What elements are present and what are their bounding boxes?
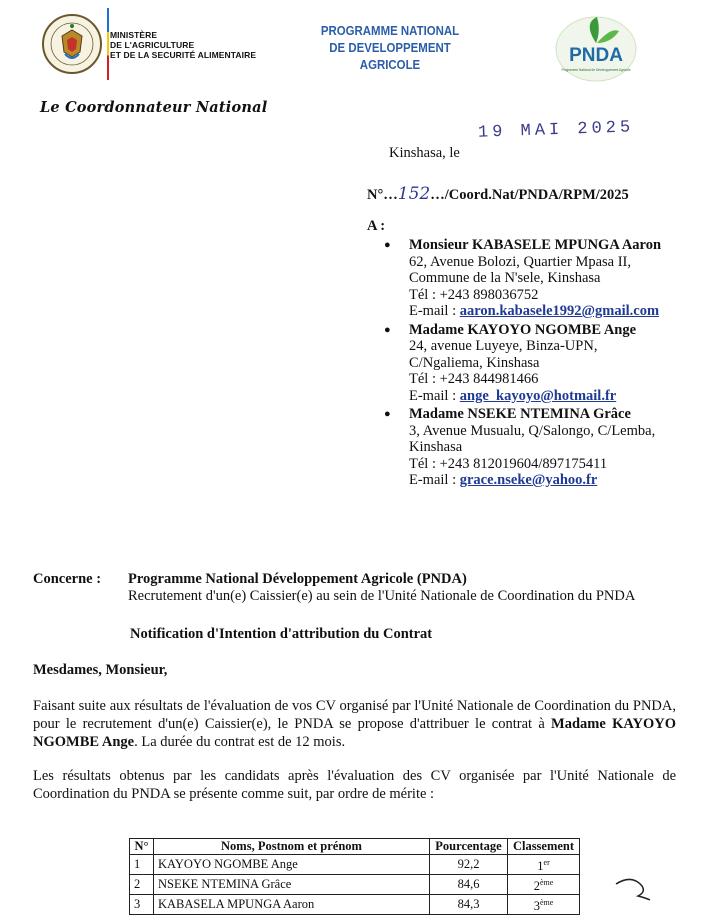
recipient-address: 3, Avenue Musualu, Q/Salongo, C/Lemba,: [409, 422, 656, 439]
ministry-name: [110, 30, 256, 60]
recipient-email-row: E-mail : ange_kayoyo@hotmail.fr: [409, 387, 617, 404]
coat-of-arms-seal: [40, 10, 104, 80]
table-row: [130, 875, 580, 895]
column-header: Classement: [508, 839, 580, 855]
body-paragraph: Les résultats obtenus par les candidats après l'évaluation des CV organisée par l'Unité Nationale de Coordination du PNDA se présente comme suit, par ordre de mérite :: [33, 768, 676, 802]
recipient-address: Kinshasa: [409, 439, 463, 455]
cell-name: NSEKE NTEMINA Grâce: [154, 875, 430, 895]
svg-text:PNDA: PNDA: [569, 45, 623, 66]
reference-number: N°…152…/Coord.Nat/PNDA/RPM/2025: [367, 184, 629, 204]
cell-number: 1: [130, 855, 154, 875]
recipient-email-link[interactable]: grace.nseke@yahoo.fr: [459, 472, 598, 488]
subject-line: Recrutement d'un(e) Caissier(e) au sein de l'Unité Nationale de Coordination du PNDA: [128, 588, 636, 604]
column-header: N°: [130, 839, 154, 855]
subject-label: Concerne :: [33, 571, 102, 587]
cell-rank: 1er: [508, 855, 580, 875]
recipient-email-row: E-mail : grace.nseke@yahoo.fr: [409, 472, 598, 488]
recipient-address: 62, Avenue Bolozi, Quartier Mpasa II,: [409, 253, 632, 270]
column-header: Pourcentage: [430, 839, 508, 855]
recipient-email-link[interactable]: aaron.kabasele1992@gmail.com: [459, 303, 660, 319]
recipient-email-link[interactable]: ange_kayoyo@hotmail.fr: [459, 387, 617, 404]
body-paragraph: Faisant suite aux résultats de l'évaluation de vos CV organisé par l'Unité Nationale de Coordination du PNDA, pour le recrutement d'un(e) Caissier(e), le PNDA se propose d'attribuer le contrat à Madame KAYOYO NGOMBE Ange. La durée du contrat est de 12 mois.: [33, 698, 676, 750]
recipient-list: [380, 237, 680, 491]
coordinator-title: Le Coordonnateur National: [40, 99, 268, 116]
recipient-phone: Tél : +243 844981466: [409, 371, 539, 387]
cell-name: KABASELA MPUNGA Aaron: [154, 895, 430, 915]
subject-text: [128, 571, 635, 605]
recipient-address: 24, avenue Luyeye, Binza-UPN,: [409, 338, 598, 354]
table-row: [130, 855, 580, 875]
recipient-address: Commune de la N'sele, Kinshasa: [409, 270, 601, 286]
recipient-item: [380, 322, 680, 405]
cell-percentage: 92,2: [430, 855, 508, 875]
recipient-email-row: E-mail : aaron.kabasele1992@gmail.com: [409, 303, 660, 319]
cell-name: KAYOYO NGOMBE Ange: [154, 855, 430, 875]
program-line: AGRICOLE: [359, 57, 421, 72]
ministry-line: MINISTÈRE: [110, 30, 158, 40]
ref-prefix: N°: [367, 187, 384, 203]
program-line: PROGRAMME NATIONAL: [320, 23, 460, 38]
cell-percentage: 84,3: [430, 895, 508, 915]
cell-number: 2: [130, 875, 154, 895]
flag-color-bar: [107, 8, 109, 80]
cell-number: 3: [130, 895, 154, 915]
pnda-logo: [553, 13, 639, 83]
recipient-name: ● Madame KAYOYO NGOMBE Ange: [409, 321, 637, 338]
recipient-phone: Tél : +243 898036752: [409, 286, 539, 303]
table-header-row: [130, 839, 580, 855]
cell-percentage: 84,6: [430, 875, 508, 895]
ministry-line: DE L'AGRICULTURE: [110, 40, 195, 50]
handwritten-mark: [612, 876, 652, 902]
awardee-name: Madame KAYOYO NGOMBE Ange: [33, 716, 676, 750]
ministry-line: ET DE LA SECURITÉ ALIMENTAIRE: [110, 50, 257, 60]
recipient-item: [380, 237, 680, 320]
svg-text:Programme National de Développ: Programme National de Développement Agricole: [561, 68, 631, 72]
recipient-address: C/Ngaliema, Kinshasa: [409, 354, 540, 371]
ref-suffix: /Coord.Nat/PNDA/RPM/2025: [444, 187, 629, 203]
cell-rank: 2ème: [508, 875, 580, 895]
ref-handwritten-number: 152: [397, 184, 431, 204]
addressee-label: A :: [367, 218, 386, 234]
program-title: [295, 22, 485, 73]
recipient-name: ● Monsieur KABASELE MPUNGA Aaron: [409, 237, 662, 253]
cell-rank: 3ème: [508, 895, 580, 915]
recipient-phone: Tél : +243 812019604/897175411: [409, 455, 608, 472]
table-row: [130, 895, 580, 915]
notification-heading: Notification d'Intention d'attribution du Contrat: [130, 626, 433, 642]
recipient-item: [380, 406, 680, 489]
salutation: Mesdames, Monsieur,: [33, 662, 168, 678]
place-label: Kinshasa, le: [389, 145, 460, 161]
recipient-name: ● Madame NSEKE NTEMINA Grâce: [409, 406, 631, 422]
program-line: DE DEVELOPPEMENT: [329, 40, 451, 55]
column-header: Noms, Postnom et prénom: [154, 839, 430, 855]
results-table: [129, 838, 580, 915]
date-stamp: 19 MAI 2025: [477, 118, 635, 143]
subject-line: Programme National Développement Agricole (PNDA): [128, 571, 467, 587]
